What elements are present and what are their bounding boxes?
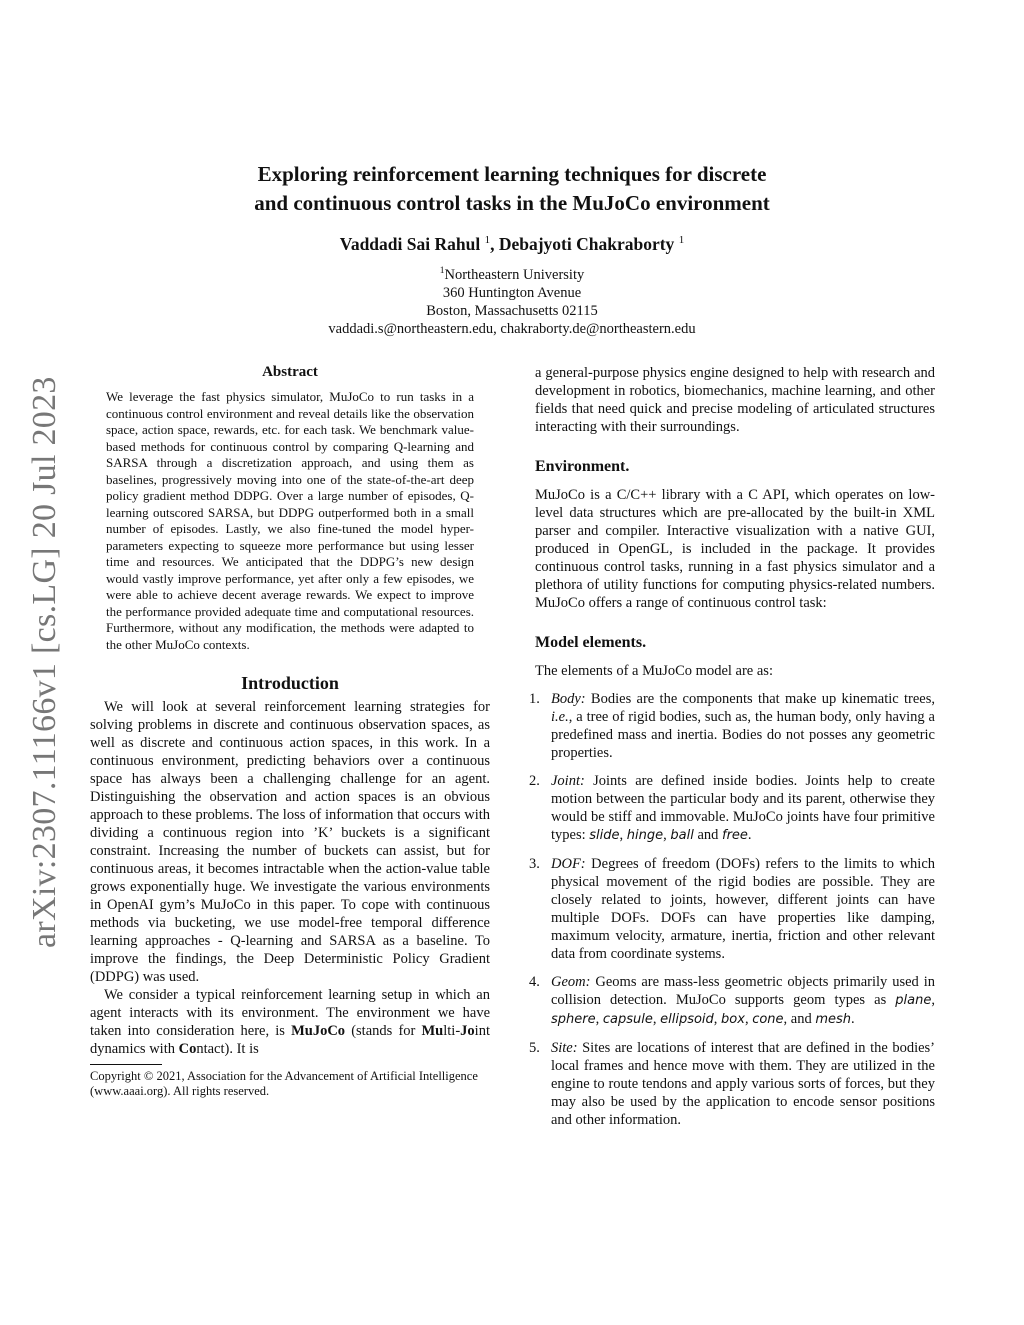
list-item bbox=[529, 690, 935, 762]
jo-bold: Jo bbox=[460, 1023, 475, 1039]
item-term: DOF: bbox=[551, 856, 586, 872]
item-text: and bbox=[693, 827, 722, 843]
para2-text: int dynamics with bbox=[90, 1023, 490, 1057]
affiliation-marker: 1 bbox=[678, 234, 685, 247]
item-number: 2. bbox=[529, 773, 540, 789]
item-text: Geoms are mass-less geometric objects primarily used in collision detection. MuJoCo supports geom types as bbox=[551, 974, 935, 1008]
geom-type: mesh bbox=[815, 1012, 852, 1027]
geom-type: plane bbox=[895, 993, 932, 1008]
item-number: 5. bbox=[529, 1040, 540, 1056]
affiliation-marker: 1 bbox=[439, 266, 445, 276]
affiliation-block bbox=[150, 262, 874, 338]
model-elements-list bbox=[529, 690, 935, 1129]
ie-italic: i.e. bbox=[551, 709, 569, 725]
geom-type: capsule bbox=[602, 1012, 653, 1027]
mujoco-bold: MuJoCo bbox=[291, 1023, 346, 1039]
item-text: , bbox=[744, 1011, 753, 1027]
intro-paragraph-1: We will look at several reinforcement learning strategies for solving problems in discrete and continuous observation spaces, as well as discrete and continuous action spaces, in this work. In a continuous environment, predicting behaviors over a continuous space has always been a challenging challenge for an agent. Distinguishing the observation and action spaces is an obvious approach to these problems. The loss of information that occurs with dividing a continuous region into ’K’ buckets is a significant constraint. Increasing the number of buckets can assist, but for continuous areas, it becomes intractable when the action-value table grows exponentially huge. We investigate the various environments in OpenAI gym’s MuJoCo in this paper. To cope with continuous methods via bucketing, we use model-free temporal difference learning approaches - Q-learning and SARSA as a baseline. To improve the findings, the Deep Deterministic Policy Gradient (DDPG) was used. bbox=[90, 699, 490, 985]
intro-continuation: a general-purpose physics engine designed to help with research and development in robotics, biomechanics, machine learning, and other fields that need quick and precise modeling of articulated structures interacting with their surroundings. bbox=[535, 365, 935, 435]
item-text: , bbox=[931, 992, 935, 1008]
item-number: 1. bbox=[529, 691, 540, 707]
copyright-footnote: Copyright © 2021, Association for the Advancement of Artificial Intelligence (www.aaai.org). All rights reserved. bbox=[90, 1069, 478, 1098]
environment-text: MuJoCo is a C/C++ library with a C API, which operates on low-level data structures which are pre-allocated by the built-in XML parser and compiler. Interactive visualization with a native GUI, produced in OpenGL, is included in the package. It provides continuous control tasks, running in a fast physics simulator and a plethora of utility functions for computing physics-related numbers. MuJoCo offers a range of continuous control task: bbox=[535, 487, 935, 611]
para2-text: lti- bbox=[443, 1023, 461, 1039]
item-text: , and bbox=[783, 1011, 816, 1027]
item-text: , a tree of rigid bodies, such as, the human body, only having a predefined mass and inertia. Bodies do not posses any geometric properties. bbox=[551, 709, 935, 761]
item-term: Geom: bbox=[551, 974, 591, 990]
item-text: , bbox=[595, 1011, 603, 1027]
title-line-2: and continuous control tasks in the MuJoCo environment bbox=[254, 191, 770, 215]
co-bold: Co bbox=[178, 1041, 197, 1057]
intro-paragraph-2 bbox=[90, 986, 490, 1058]
item-text: Joints are defined inside bodies. Joints help to create motion between the particular body and its parent, otherwise they would be stiff and immovable. MuJoCo joints have four primitive types: bbox=[551, 773, 935, 843]
list-item bbox=[529, 855, 935, 963]
geom-type: ellipsoid bbox=[660, 1012, 714, 1027]
item-text: . bbox=[747, 827, 752, 843]
right-column bbox=[529, 364, 935, 1139]
item-term: Site: bbox=[551, 1040, 578, 1056]
author-emails: vaddadi.s@northeastern.edu, chakraborty.de@northeastern.edu bbox=[328, 320, 696, 337]
list-item bbox=[529, 1039, 935, 1129]
joint-type: ball bbox=[670, 828, 694, 843]
geom-type: box bbox=[721, 1012, 745, 1027]
model-elements-intro: The elements of a MuJoCo model are as: bbox=[535, 663, 773, 679]
arxiv-stamp: arXiv:2307.11166v1 [cs.LG] 20 Jul 2023 bbox=[26, 376, 63, 948]
item-term: Joint: bbox=[551, 773, 585, 789]
joint-type: free bbox=[722, 828, 748, 843]
joint-type: slide bbox=[589, 828, 620, 843]
author-name: Debajyoti Chakraborty bbox=[498, 234, 675, 254]
para2-text: ntact). It is bbox=[196, 1041, 259, 1057]
list-item bbox=[529, 973, 935, 1029]
para2-text: We consider a typical reinforcement learning setup in which an agent interacts with its environment. The environment we have taken into consideration here, is bbox=[90, 987, 490, 1039]
footnote-rule bbox=[90, 1064, 162, 1065]
author-name: Vaddadi Sai Rahul bbox=[339, 234, 481, 254]
affiliation-marker: 1 bbox=[484, 234, 491, 247]
item-number: 3. bbox=[529, 856, 540, 872]
item-text: Sites are locations of interest that are defined in the bodies’ local frames and hence move with them. They are utilized in the engine to route tendons and apply various sorts of forces, but they may also be used by the application to encode sensor positions and other information. bbox=[551, 1040, 935, 1128]
abstract-heading: Abstract bbox=[262, 364, 318, 380]
left-column bbox=[90, 364, 490, 1099]
para2-text: (stands for bbox=[345, 1023, 422, 1039]
item-text: Bodies are the components that make up kinematic trees, bbox=[585, 691, 935, 707]
title-line-1: Exploring reinforcement learning techniques for discrete bbox=[257, 162, 767, 186]
mu-bold: Mu bbox=[421, 1023, 444, 1039]
model-elements-heading: Model elements. bbox=[535, 634, 647, 651]
joint-type: hinge bbox=[626, 828, 664, 843]
item-text: , bbox=[663, 827, 671, 843]
environment-heading: Environment. bbox=[535, 458, 630, 475]
introduction-heading: Introduction bbox=[241, 673, 339, 693]
city-address: Boston, Massachusetts 02115 bbox=[426, 302, 598, 319]
author-separator: , bbox=[490, 234, 499, 254]
list-item bbox=[529, 772, 935, 845]
geom-type: sphere bbox=[551, 1012, 596, 1027]
paper-title bbox=[150, 160, 874, 218]
item-text: , bbox=[652, 1011, 661, 1027]
item-term: Body: bbox=[551, 691, 586, 707]
author-list bbox=[150, 234, 874, 255]
street-address: 360 Huntington Avenue bbox=[442, 284, 582, 301]
abstract-text: We leverage the fast physics simulator, MuJoCo to run tasks in a continuous control environment and reveal details like the observation space, action space, rewards, etc. for each task. We benchmark value-based methods for continuous control by comparing Q-learning and SARSA through a discretization approach, and using them as baselines, progressively moving into one of the state-of-the-art deep policy gradient method DDPG. Over a large number of episodes, Q-learning outscored SARSA, but DDPG outperformed both in a small number of episodes. Lastly, we also fine-tuned the model hyper-parameters expecting to squeeze more performance but using lesser time and resources. We anticipated that the DDPG’s new design would vastly improve performance, yet after only a few episodes, we were able to achieve decent average rewards. We expect to improve the performance provided adequate time and computational resources. Furthermore, without any modification, the methods were adapted to the other MuJoCo contexts. bbox=[106, 389, 474, 652]
item-number: 4. bbox=[529, 974, 540, 990]
institution: Northeastern University bbox=[444, 266, 585, 283]
item-text: . bbox=[851, 1011, 855, 1027]
item-text: Degrees of freedom (DOFs) refers to the limits to which physical movement of the rigid bodies are possible. They are closely related to joints, however, different joints can have multiple DOFs. DOFs can have properties like damping, maximum velocity, armature, inertia, friction and other relevant data from coordinate systems. bbox=[551, 856, 935, 962]
geom-type: cone bbox=[752, 1012, 784, 1027]
item-text: , bbox=[713, 1011, 722, 1027]
item-text: , bbox=[619, 827, 627, 843]
